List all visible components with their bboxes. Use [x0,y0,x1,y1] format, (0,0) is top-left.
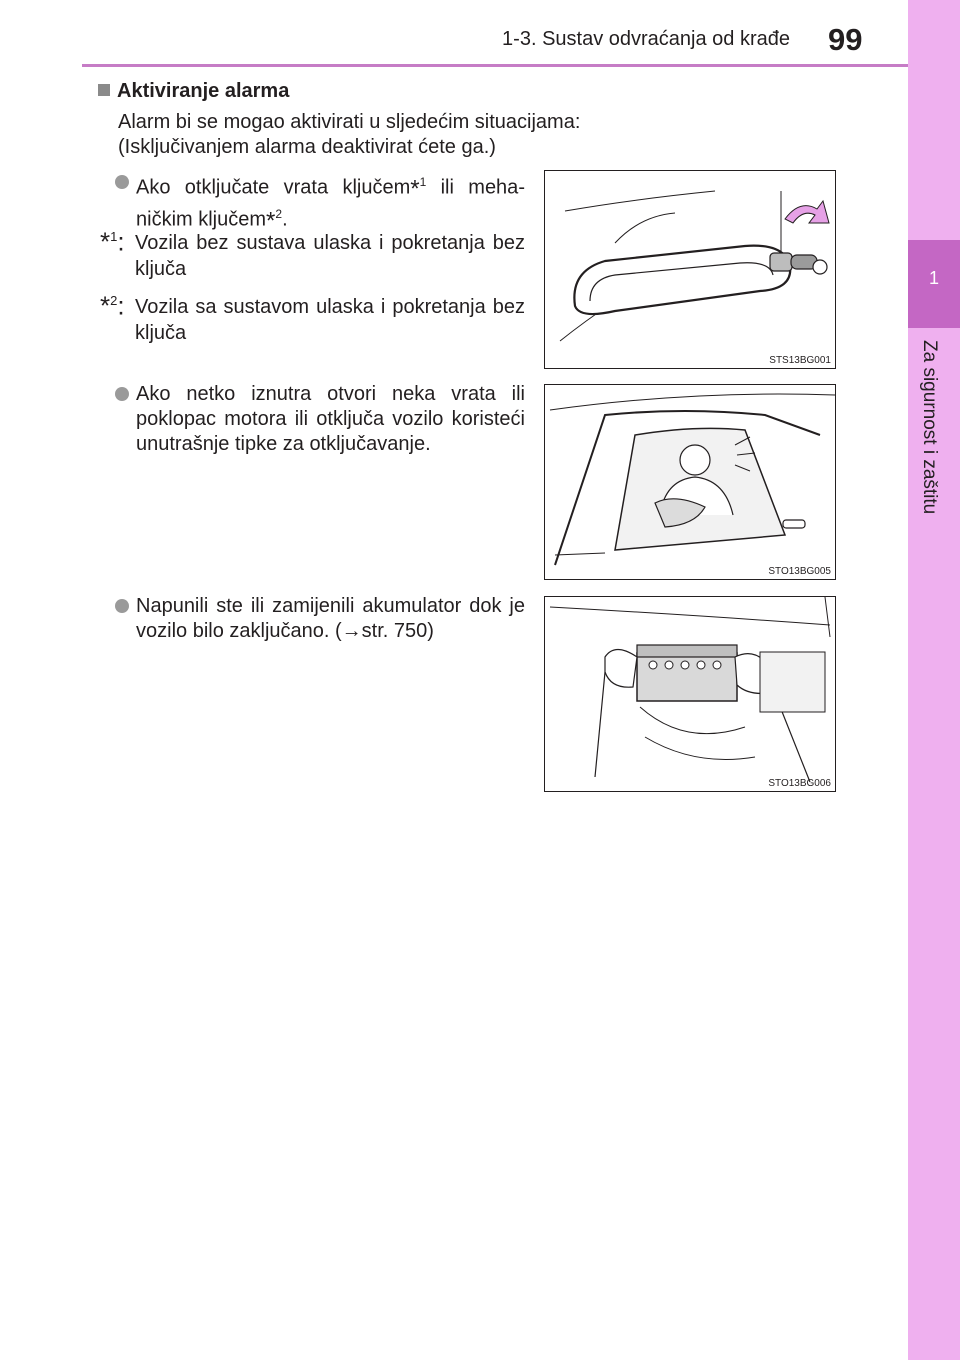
footnote-text-1: Vozila bez sustava ulaska i pokretanja bez ključa [135,232,525,280]
figure-battery [544,596,836,792]
bullet-dot-icon [115,175,129,189]
intro-line-2: (Isključivanjem alarma deaktivirat ćete ga.) [118,136,496,158]
figure-code-3: STO13BG006 [768,778,831,789]
bullet-text-1: Ako otključate vrata ključem*$^1$ ili mehaničkim ključem*$^2$. [136,175,525,235]
bullet-text-2: Ako netko iznutra otvori neka vrata ili poklopac motora ili otključa vozilo koristeći unutrašnje tipke za otključavanje. [136,383,525,455]
battery-replacement-illustration-icon [545,597,835,791]
page-number: 99 [828,22,863,57]
figure-door-handle [544,170,836,369]
footnote-2 [100,290,525,346]
header-rule [82,64,910,67]
bullet-item-3 [115,594,525,644]
footnote-marker-1: *$^1$: [100,226,125,257]
square-bullet-icon [98,84,110,96]
bullet-text-3: Napunili ste ili zamijenili akumulator dok je vozilo bilo zaključano. (→str. 750) [136,595,525,642]
footnote-text-2: Vozila sa sustavom ulaska i pokretanja bez ključa [135,296,525,344]
footnote-marker-2: *$^2$: [100,290,125,321]
door-handle-key-illustration-icon [545,171,835,368]
chapter-title: Za sigurnost i zaštitu [919,340,940,515]
chapter-number: 1 [928,268,939,288]
bullet-item-1 [115,170,525,233]
intro-paragraph [118,110,638,160]
arrow-icon: → [341,620,362,642]
figure-code-1: STS13BG001 [769,355,831,366]
heading-text: Aktiviranje alarma [117,80,290,102]
section-heading [98,80,289,103]
section-title: 1-3. Sustav odvraćanja od krađe [502,28,790,50]
figure-driver-in-car [544,384,836,580]
bullet-item-2 [115,382,525,457]
figure-code-2: STO13BG005 [768,566,831,577]
bullet-dot-icon [115,599,129,613]
driver-in-car-illustration-icon [545,385,835,579]
intro-line-1: Alarm bi se mogao aktivirati u sljedećim situacijama: [118,111,581,133]
chapter-side-tab [908,0,960,1360]
footnote-1 [100,226,525,282]
bullet-dot-icon [115,387,129,401]
